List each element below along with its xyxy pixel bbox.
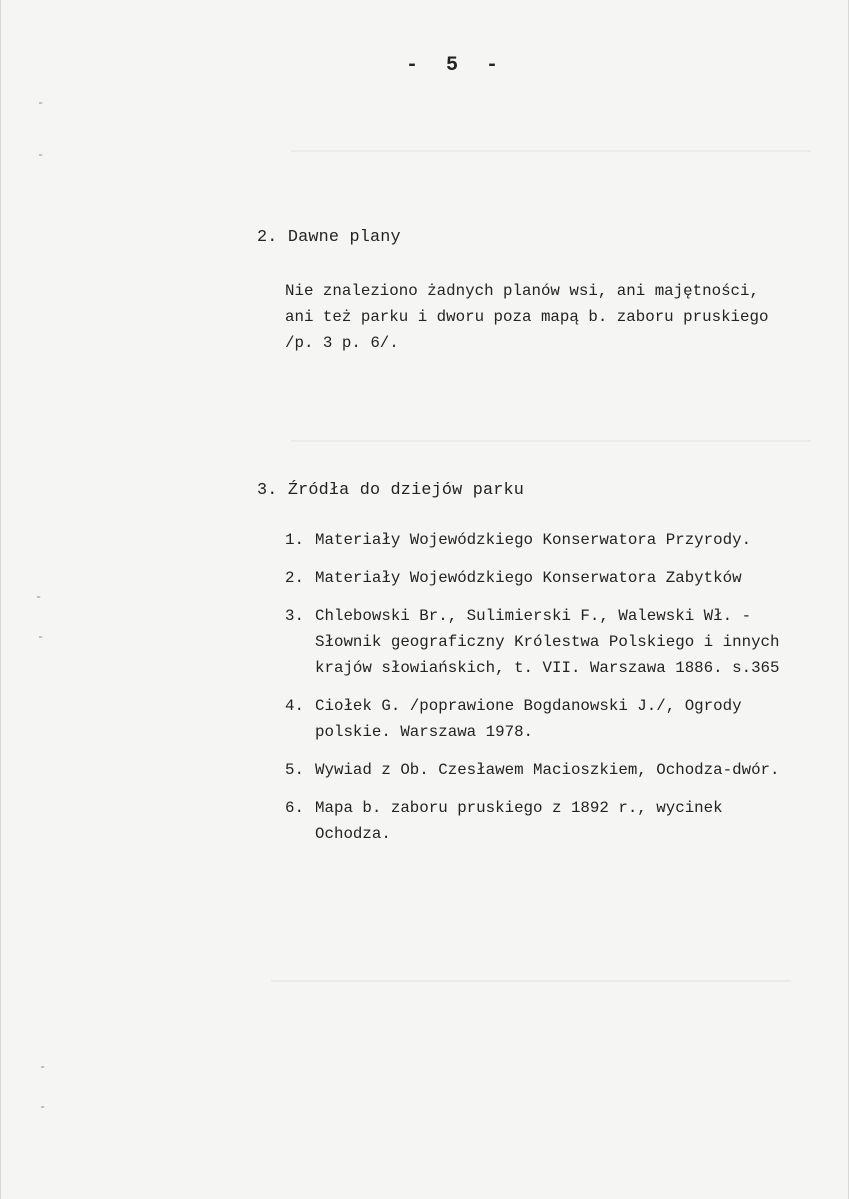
section-2-number: 2. xyxy=(257,228,278,247)
source-number: 3. xyxy=(285,607,304,625)
margin-mark: - xyxy=(39,1060,47,1074)
bleed-through-line xyxy=(291,440,811,442)
source-item-6 xyxy=(285,795,835,847)
section-3-title: Źródła do dziejów parku xyxy=(287,481,525,500)
margin-mark: - xyxy=(37,148,45,162)
margin-mark: - xyxy=(37,630,45,644)
sources-list xyxy=(285,527,835,859)
source-text: Wywiad z Ob. Czesławem Macioszkiem, Ochodza-dwór. xyxy=(315,761,780,779)
source-text: Ciołek G. /poprawione Bogdanowski J./, Ogrody polskie. Warszawa 1978. xyxy=(315,697,742,741)
source-item-2 xyxy=(285,565,835,591)
bleed-through-line xyxy=(271,980,791,982)
source-number: 6. xyxy=(285,799,304,817)
source-item-5 xyxy=(285,757,835,783)
source-text: Mapa b. zaboru pruskiego z 1892 r., wycinek Ochodza. xyxy=(315,799,723,843)
source-item-4 xyxy=(285,693,835,745)
margin-mark: - xyxy=(35,590,43,604)
source-number: 5. xyxy=(285,761,304,779)
section-2-title: Dawne plany xyxy=(287,228,401,247)
source-number: 1. xyxy=(285,531,304,549)
page-number: - 5 - xyxy=(406,54,507,77)
section-2-paragraph: Nie znaleziono żadnych planów wsi, ani majętności, ani też parku i dworu poza mapą b. zaboru pruskiego /p. 3 p. 6/. xyxy=(285,282,769,352)
margin-mark: - xyxy=(37,96,45,110)
section-2-heading xyxy=(257,228,401,247)
source-number: 4. xyxy=(285,697,304,715)
source-text: Chlebowski Br., Sulimierski F., Walewski Wł. - Słownik geograficzny Królestwa Polskiego i innych krajów słowiańskich, t. VII. Warszawa 1886. s.365 xyxy=(315,607,780,677)
source-number: 2. xyxy=(285,569,304,587)
source-item-3 xyxy=(285,603,835,681)
source-text: Materiały Wojewódzkiego Konserwatora Zabytków xyxy=(315,569,742,587)
margin-mark: - xyxy=(39,1100,47,1114)
section-3-heading xyxy=(257,481,524,500)
source-text: Materiały Wojewódzkiego Konserwatora Przyrody. xyxy=(315,531,752,549)
bleed-through-line xyxy=(291,150,811,152)
section-3-number: 3. xyxy=(257,481,278,500)
source-item-1 xyxy=(285,527,835,553)
